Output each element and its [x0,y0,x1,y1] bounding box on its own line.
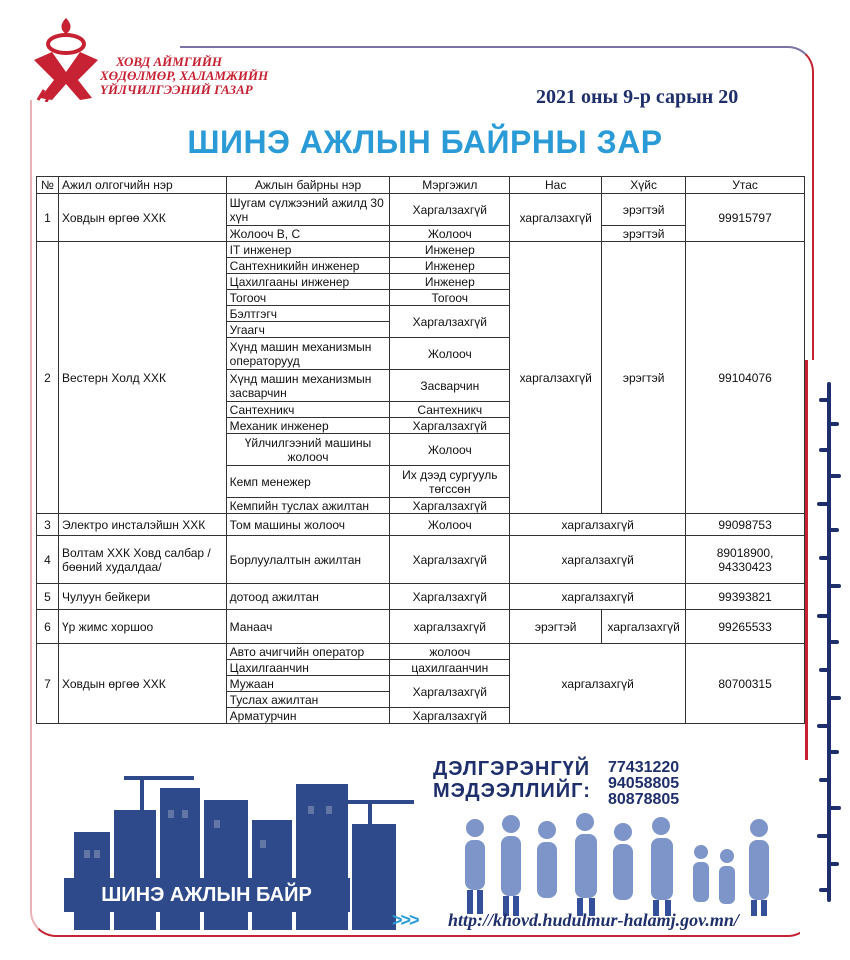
contact-phone: 77431220 [608,759,680,776]
banner-text: ШИНЭ АЖЛЫН БАЙР [101,884,312,906]
table-row: Арматурчин Харгалзахгүй [37,708,805,724]
website-link[interactable]: http://khovd.hudulmur-halamj.gov.mn/ [448,910,739,930]
table-row: Цахилгаанчин цахилгаанчин [37,660,805,676]
table-row: Туслах ажилтан [37,692,805,708]
table-row: 6 Үр жимс хоршоо Манаач харгалзахгүй эрэгтэй харгалзахгүй 99265533 [37,610,805,644]
table-row: Кемп менежер Их дээд сургууль төгссөн [37,466,805,498]
table-row: Жолооч В, С Жолооч эрэгтэй [37,226,805,242]
contact-phone: 80878805 [608,791,680,808]
table-row: Хүнд машин механизмын засварчин Засварчин [37,370,805,402]
table-row: Механик инженер Харгалзахгүй [37,418,805,434]
table-header-row: № Ажил олгогчийн нэр Ажлын байрны нэр Мэргэжил Нас Хүйс Утас [37,177,805,194]
table-row: 2 Вестерн Холд ХХК IT инженер Инженер харгалзахгүй эрэгтэй 99104076 [37,242,805,258]
crowd-illustration-icon [455,812,795,917]
contact-phone: 94058805 [608,775,680,792]
contact-info: ДЭЛГЭРЭНГҮЙ МЭДЭЭЛЛИЙГ: 77431220 94058805 80878805 [433,758,680,808]
table-row: Сантехникч Сантехникч [37,402,805,418]
table-row: Угаагч [37,322,805,338]
table-row: Сантехникийн инженер Инженер [37,258,805,274]
table-row: Цахилгааны инженер Инженер [37,274,805,290]
announcement-date: 2021 оны 9-р сарын 20 [536,86,739,108]
table-row: Тогооч Тогооч [37,290,805,306]
table-row: Мужаан Харгалзахгүй [37,676,805,692]
table-row: 4 Волтам ХХК Ховд салбар / бөөний худалдаа/ Борлуулалтын ажилтан Харгалзахгүй харгалзахгүй 89018900, 94330423 [37,536,805,584]
table-row: 3 Электро инсталэйшн ХХК Том машины жолооч Жолооч харгалзахгүй 99098753 [37,514,805,536]
page-title: ШИНЭ АЖЛЫН БАЙРНЫ ЗАР [187,124,663,160]
organization-name: ХОВД АЙМГИЙН ХӨДӨЛМӨР, ХАЛАМЖИЙН ҮЙЛЧИЛГЭЭНИЙ ГАЗАР [100,54,269,97]
table-row: 1 Ховдын өргөө ХХК Шугам сүлжээний ажилд 30 хүн Харгалзахгүй харгалзахгүй эрэгтэй 99915797 [37,194,805,226]
table-row: Бэлтгэгч Харгалзахгүй [37,306,805,322]
table-row: 7 Ховдын өргөө ХХК Авто ачигчийн оператор жолооч харгалзахгүй 80700315 [37,644,805,660]
table-row: 5 Чулуун бейкери дотоод ажилтан Харгалзахгүй харгалзахгүй 99393821 [37,584,805,610]
arrows-icon: >>> [392,910,418,930]
vertical-mongolian-script-icon [810,378,848,918]
jobs-table [36,176,805,724]
side-accent-bar [805,360,808,760]
table-row: Кемпийн туслах ажилтан Харгалзахгүй [37,498,805,514]
table-row: Үйлчилгээний машины жолооч Жолооч [37,434,805,466]
table-row: Хүнд машин механизмын операторууд Жолооч [37,338,805,370]
org-logo-icon [30,14,102,102]
